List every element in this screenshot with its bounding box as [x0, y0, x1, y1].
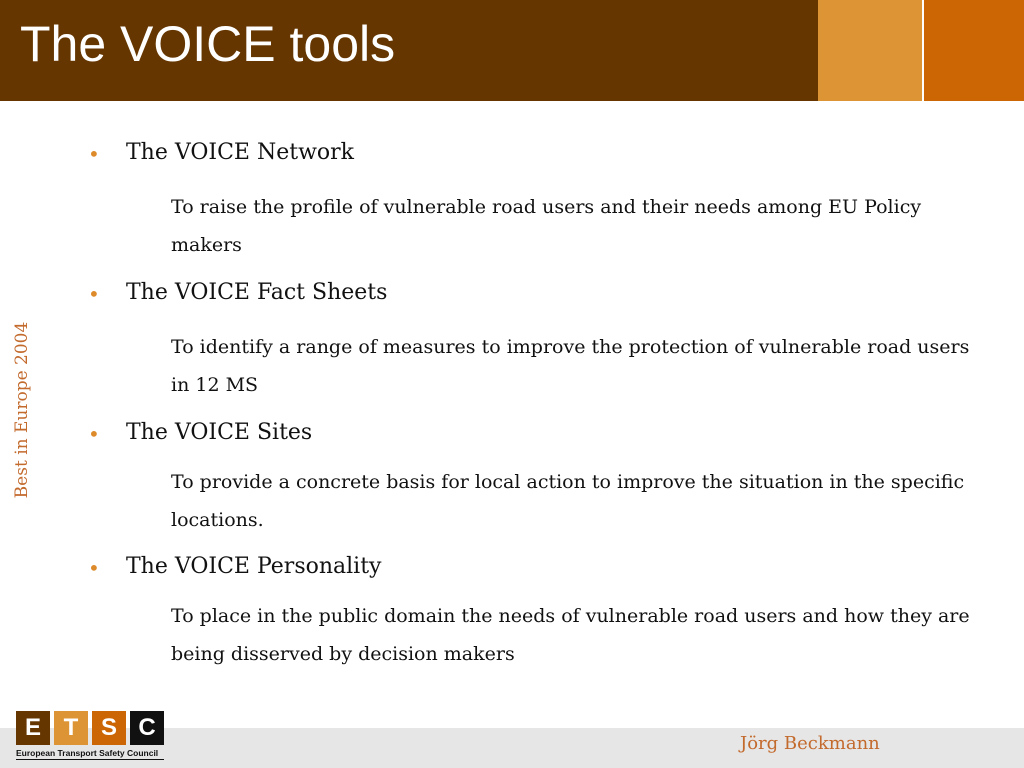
- logo-letter-e: E: [16, 711, 50, 745]
- logo-subtitle: European Transport Safety Council: [16, 748, 159, 758]
- bullet-title: The VOICE Fact Sheets: [126, 280, 388, 305]
- side-caption: Best in Europe 2004: [12, 321, 32, 499]
- bullet-description: To raise the profile of vulnerable road users and their needs among EU Policy makers: [171, 196, 922, 256]
- logo-letter-c: C: [130, 711, 164, 745]
- bullet-icon: •: [88, 422, 100, 446]
- bullet-title: The VOICE Sites: [126, 420, 313, 445]
- bullet-icon: •: [88, 142, 100, 166]
- logo-letter-t: T: [54, 711, 88, 745]
- bullet-description: To provide a concrete basis for local action to improve the situation in the specific locations.: [171, 471, 965, 531]
- logo-letter-s: S: [92, 711, 126, 745]
- logo-underline: [16, 759, 164, 760]
- bullet-title: The VOICE Personality: [126, 554, 382, 579]
- bullet-icon: •: [88, 282, 100, 306]
- etsc-logo: [16, 711, 164, 761]
- bullet-description: To identify a range of measures to improve the protection of vulnerable road users in 12 MS: [171, 336, 970, 396]
- bullet-icon: •: [88, 556, 100, 580]
- slide-title: The VOICE tools: [20, 16, 396, 72]
- bullet-title: The VOICE Network: [126, 140, 355, 165]
- bullet-description: To place in the public domain the needs of vulnerable road users and how they are being disserved by decision makers: [171, 605, 970, 665]
- author-name: Jörg Beckmann: [740, 733, 880, 754]
